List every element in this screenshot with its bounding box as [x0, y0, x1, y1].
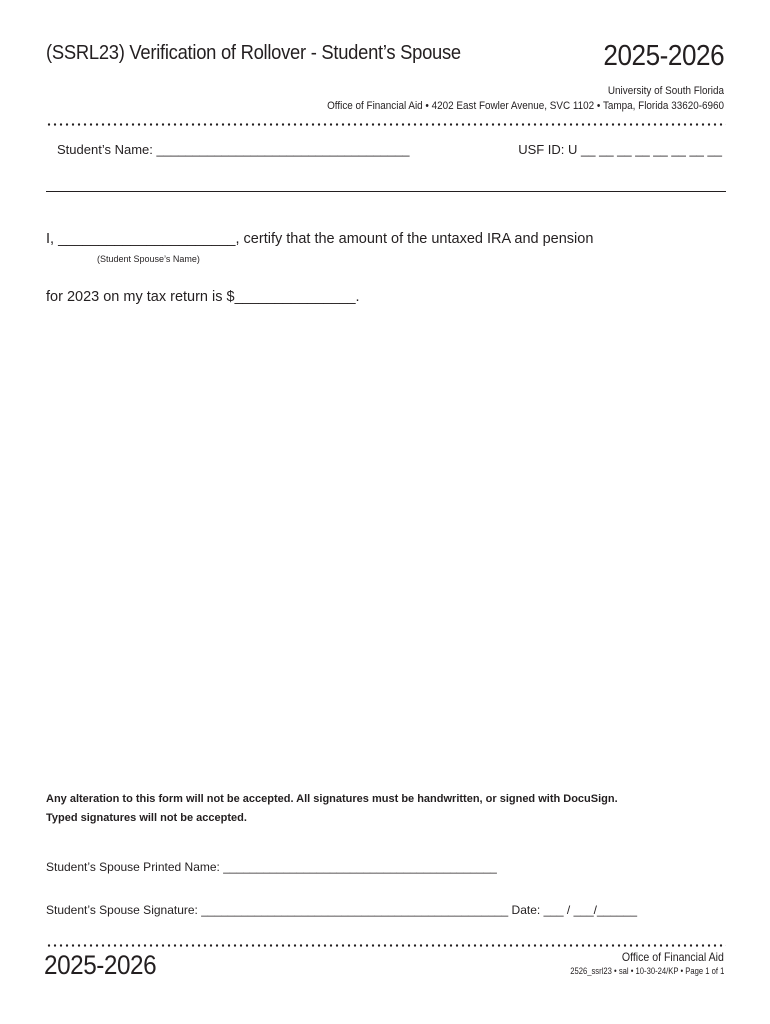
dotted-divider-bottom — [46, 944, 726, 947]
aid-year-header: 2025-2026 — [603, 40, 724, 72]
aid-year-footer: 2025-2026 — [44, 950, 157, 980]
footer-office-name: Office of Financial Aid — [622, 950, 724, 964]
page-title: (SSRL23) Verification of Rollover - Student’s Spouse — [46, 42, 461, 64]
usf-id-field[interactable]: USF ID: U __ __ __ __ __ __ __ __ — [518, 142, 722, 157]
certification-statement[interactable]: I, ______________________, certify that the amount of the untaxed IRA and pension — [46, 231, 594, 247]
tax-amount-line[interactable]: for 2023 on my tax return is $_______________. — [46, 289, 360, 305]
university-name: University of South Florida — [607, 85, 724, 97]
dotted-divider-top — [46, 123, 726, 126]
spouse-signature-field[interactable]: Student’s Spouse Signature: ______________________________________________ Date: ___ / ___/______ — [46, 903, 637, 917]
office-address: Office of Financial Aid • 4202 East Fowler Avenue, SVC 1102 • Tampa, Florida 33620-6960 — [327, 100, 724, 112]
student-name-field[interactable]: Student’s Name: ___________________________________ — [57, 142, 410, 157]
section-divider — [46, 191, 726, 192]
notice-line-2: Typed signatures will not be accepted. — [46, 812, 247, 824]
spouse-name-caption: (Student Spouse’s Name) — [97, 254, 200, 264]
spouse-printed-name-field[interactable]: Student’s Spouse Printed Name: _________________________________________ — [46, 860, 497, 874]
notice-line-1: Any alteration to this form will not be accepted. All signatures must be handwritten, or signed with DocuSign. — [46, 793, 618, 805]
alteration-notice — [46, 790, 736, 828]
form-code: 2526_ssrl23 • sal • 10-30-24/KP • Page 1 of 1 — [569, 966, 724, 976]
